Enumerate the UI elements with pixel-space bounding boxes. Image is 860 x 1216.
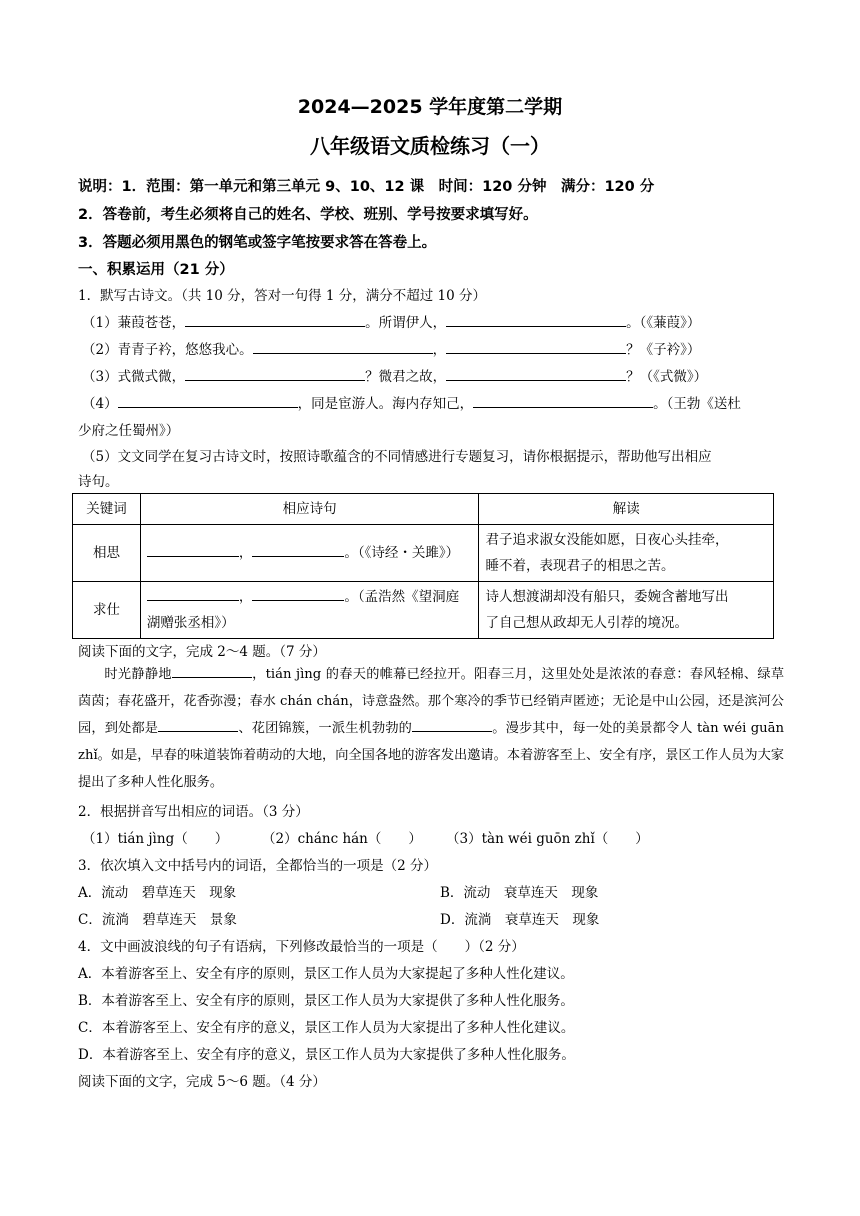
exam-subtitle: 八年级语文质检练习（一） [310, 134, 550, 158]
note-3: 3．答题必须用黑色的钢笔或签字笔按要求答在答卷上。 [78, 235, 437, 251]
answer-blank[interactable] [252, 544, 344, 557]
answer-blank[interactable] [252, 588, 344, 601]
table-header-cell: 相应诗句 [140, 494, 479, 525]
q4-option-b[interactable]: B．本着游客至上、安全有序的原则，景区工作人员为大家提供了多种人性化服务。 [78, 993, 574, 1009]
q2-item-1: （1）tián jìng（ ） [82, 831, 229, 847]
q2-stem: 2．根据拼音写出相应的词语。（3 分） [78, 804, 309, 820]
answer-blank[interactable] [147, 588, 239, 601]
q1-item-2 [82, 338, 700, 358]
q1-item-text: ， [432, 342, 447, 358]
answer-blank[interactable] [118, 395, 298, 408]
answer-blank[interactable] [147, 544, 239, 557]
reading-passage [78, 661, 784, 796]
answer-blank[interactable] [253, 341, 433, 354]
q3-option-b[interactable]: B．流动 衰草连天 现象 [440, 885, 599, 901]
note-2: 2．答卷前，考生必须将自己的姓名、学校、班别、学号按要求填写好。 [78, 207, 538, 223]
answer-blank[interactable] [446, 341, 626, 354]
poem-cell [140, 582, 479, 639]
interp-cell [479, 582, 774, 639]
q1-item-5-line1: （5）文文同学在复习古诗文时，按照诗歌蕴含的不同情感进行专题复习，请你根据提示，帮助他写出相应 [82, 449, 712, 465]
poem-source: 。（《诗经・关雎》） [344, 545, 460, 561]
q2-item-2: （2）chánc hán（ ） [262, 831, 422, 847]
answer-blank[interactable] [446, 368, 626, 381]
q1-item-4-cont: 少府之任蜀州》） [78, 423, 180, 439]
q1-item-text: ？（《式微》） [626, 369, 708, 385]
q1-item-text: ，同是宦游人。海内存知己， [297, 396, 474, 412]
reading-intro-1: 阅读下面的文字，完成 2～4 题。（7 分） [78, 644, 326, 660]
table-row [73, 525, 774, 582]
q3-option-d[interactable]: D．流淌 衰草连天 现象 [440, 912, 600, 928]
q3-stem: 3．依次填入文中括号内的词语，全都恰当的一项是（2 分） [78, 858, 437, 874]
q1-item-text: 。（王勃《送杜 [653, 396, 741, 412]
table-header-cell: 解读 [479, 494, 774, 525]
q4-option-a[interactable]: A．本着游客至上、安全有序的原则，景区工作人员为大家提起了多种人性化建议。 [78, 966, 574, 982]
q1-item-text: ？微君之故， [365, 369, 447, 385]
q1-item-text: 。所谓伊人， [365, 315, 447, 331]
keyword-cell: 求仕 [73, 582, 141, 639]
q4-stem: 4．文中画波浪线的句子有语病，下列修改最恰当的一项是（ ）（2 分） [78, 939, 525, 955]
interp-line: 了自己想从政却无人引荐的境况。 [485, 615, 688, 631]
interp-line: 诗人想渡湖却没有船只，委婉含蓄地写出 [485, 589, 729, 605]
keyword-cell: 相思 [73, 525, 141, 582]
exam-title: 2024—2025 学年度第二学期 [297, 96, 563, 118]
answer-blank[interactable] [158, 719, 238, 732]
q3-option-c[interactable]: C．流淌 碧草连天 景象 [78, 912, 237, 928]
poem-cell [140, 525, 479, 582]
answer-blank[interactable] [412, 719, 492, 732]
passage-text: 、花团锦簇，一派生机勃勃的 [238, 721, 413, 736]
q1-item-text: 。（《蒹葭》） [626, 315, 701, 331]
q1-stem: 1．默写古诗文。（共 10 分，答对一句得 1 分，满分不超过 10 分） [78, 288, 487, 304]
passage-text: ，tián jìng 的春天的帷幕已经拉开。阳春三月，这里处处是浓浓的春意：春风轻棉、绿草茵茵；春花盛开，花香弥漫；春水 chán chán，诗意盎然。那个寒冷的季节已经销声匿迹；无论是中山公园，还是滨河公园，到处都是 [78, 667, 785, 736]
poem-source-cont: 湖赠张丞相》） [146, 615, 235, 631]
answer-blank[interactable] [446, 314, 626, 327]
section-heading: 一、积累运用（21 分） [78, 262, 234, 278]
poem-table [72, 493, 774, 639]
interp-line: 睡不着，表现君子的相思之苦。 [485, 558, 675, 574]
table-row [73, 582, 774, 639]
q1-item-3 [82, 365, 707, 385]
q1-item-text: （1）蒹葭苍苍， [82, 315, 186, 331]
note-1: 说明：1．范围：第一单元和第三单元 9、10、12 课 时间：120 分钟 满分：120 分 [78, 179, 655, 195]
answer-blank[interactable] [185, 314, 365, 327]
q1-item-5-line2: 诗句。 [78, 474, 119, 490]
table-header-cell: 关键词 [73, 494, 141, 525]
answer-blank[interactable] [473, 395, 653, 408]
q1-item-1 [82, 311, 700, 331]
passage-text: 时光静静地 [104, 667, 172, 682]
q1-item-4 [82, 392, 741, 412]
interp-line: 君子追求淑女没能如愿，日夜心头挂牵， [485, 532, 729, 548]
q2-item-3: （3）tàn wéi guōn zhǐ（ ） [446, 831, 649, 847]
interp-cell [479, 525, 774, 582]
q1-item-text: ？《子衿》） [626, 342, 701, 358]
answer-blank[interactable] [185, 368, 365, 381]
poem-sep: ， [238, 545, 253, 561]
poem-sep: ， [238, 589, 253, 605]
reading-intro-2: 阅读下面的文字，完成 5～6 题。（4 分） [78, 1074, 326, 1090]
q1-item-text: （3）式微式微， [82, 369, 186, 385]
passage-text: 。漫步其中，每一处的美景都令人 tàn wéi guān zhǐ。如是，早春的味道装饰着萌动的大地，向全国各地的游客发出邀请。本着游客至上、安全有序，景区工作人员为大家提出了多种人性化服务。 [78, 721, 784, 790]
answer-blank[interactable] [172, 665, 252, 678]
q4-option-d[interactable]: D．本着游客至上、安全有序的意义，景区工作人员为大家提供了多种人性化服务。 [78, 1047, 575, 1063]
table-header-row [73, 494, 774, 525]
q1-item-text: （4） [82, 396, 118, 412]
q3-option-a[interactable]: A．流动 碧草连天 现象 [78, 885, 237, 901]
q1-item-text: （2）青青子衿，悠悠我心。 [82, 342, 253, 358]
q4-option-c[interactable]: C．本着游客至上、安全有序的意义，景区工作人员为大家提出了多种人性化建议。 [78, 1020, 575, 1036]
poem-source: 。（孟浩然《望洞庭 [344, 589, 460, 605]
